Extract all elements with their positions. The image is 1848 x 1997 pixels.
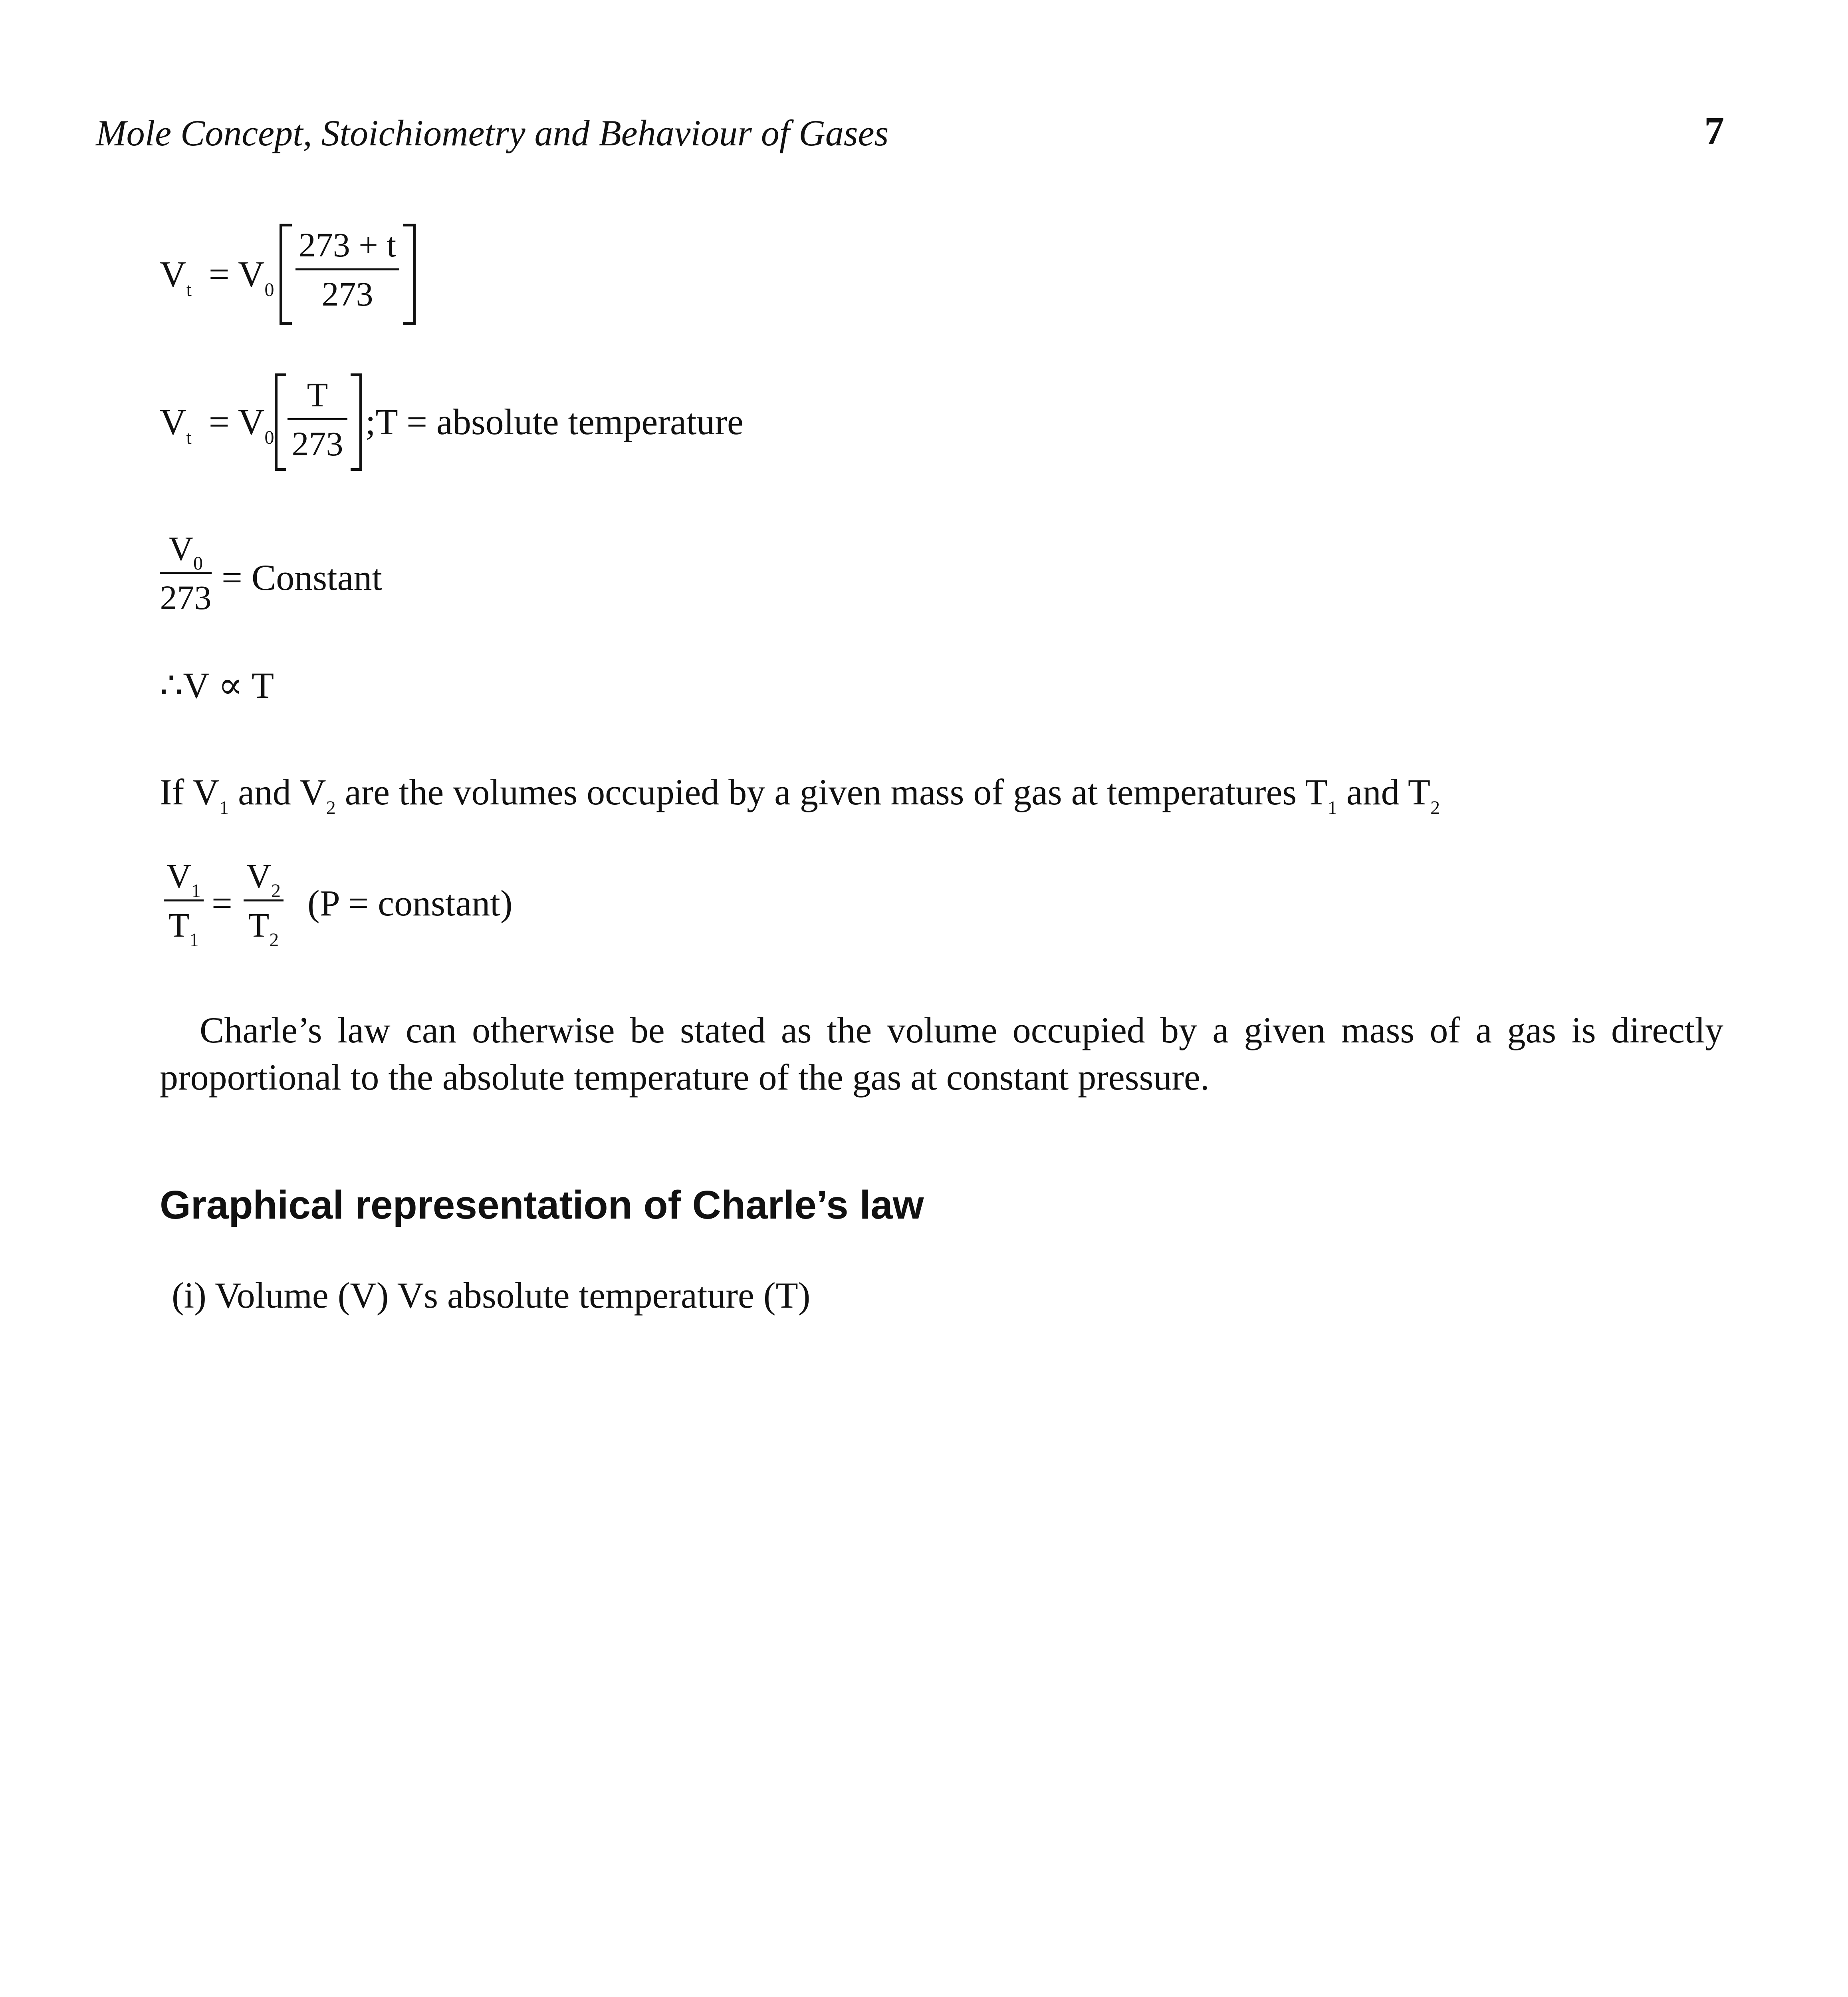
- eq5-note: (P = constant): [307, 883, 513, 923]
- eq5-left-numerator: $V_1$: [166, 857, 201, 901]
- eq5-left-denominator: $T_1$: [168, 906, 199, 951]
- eq3-fraction-bar: [160, 572, 212, 574]
- eq3-numerator: $V_0$: [168, 529, 203, 574]
- eq2-numerator: T: [307, 375, 328, 414]
- equation-4: ∴V ∝ T: [160, 665, 274, 706]
- charles-law-paragraph: Charle’s law can otherwise be stated as the volume occupied by a given mass of a gas is directly proportional to the absolute temperature of the gas at constant pressure.: [160, 1010, 1723, 1098]
- eq1-lhs: $V_t = V_0$: [160, 254, 274, 300]
- eq1-fraction: [295, 228, 399, 311]
- eq5-fraction-right: [244, 857, 284, 951]
- eq1-denominator: 273: [321, 275, 373, 313]
- eq2-fraction-bar: [288, 418, 347, 420]
- eq5-right-denominator: $T_2$: [248, 906, 279, 951]
- eq3-rhs: = Constant: [222, 557, 383, 598]
- eq3-fraction: [160, 531, 212, 615]
- eq1-left-bracket: [280, 224, 292, 325]
- eq2-denominator: 273: [291, 425, 343, 463]
- eq2-fraction: [288, 377, 347, 461]
- eq1-fraction-bar: [295, 268, 399, 270]
- eq1-right-bracket: [403, 224, 416, 325]
- eq5-fraction-left: [164, 857, 204, 951]
- eq1-numerator: 273 + t: [298, 226, 397, 264]
- eq3-denominator: 273: [160, 578, 212, 617]
- eq2-right-bracket: [351, 373, 362, 471]
- section-item: (i) Volume (V) Vs absolute temperature (T): [172, 1275, 811, 1316]
- eq2-left-bracket: [275, 373, 286, 471]
- volumes-statement: If $V_1$ and $V_2$ are the volumes occupied by a given mass of gas at temperatures $T_1$ and $T_2$: [160, 772, 1440, 818]
- eq5-right-numerator: $V_2$: [246, 857, 281, 901]
- eq2-lhs: $V_t = V_0$: [160, 401, 274, 448]
- eq5-equals: =: [212, 883, 232, 923]
- section-heading: Graphical representation of Charle’s law: [160, 1183, 924, 1227]
- eq2-suffix: ;T = absolute temperature: [365, 401, 744, 442]
- page-number: 7: [1704, 109, 1724, 153]
- running-title: Mole Concept, Stoichiometry and Behaviour of Gases: [96, 113, 889, 153]
